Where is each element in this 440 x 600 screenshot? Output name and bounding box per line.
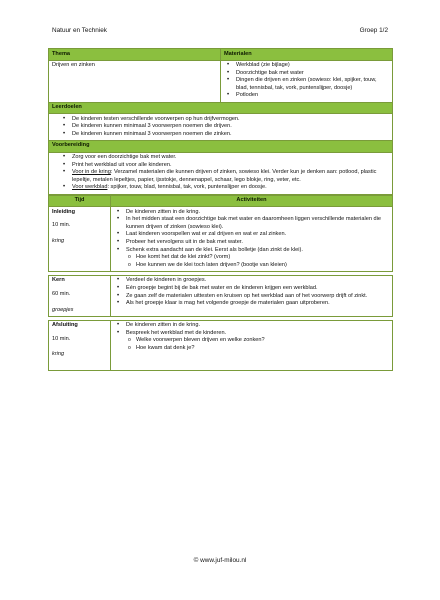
page-header	[52, 27, 388, 37]
kern-activities	[111, 275, 393, 316]
sub-list-item: o Welke voorwerpen bleven drijven en welke zonken?	[114, 337, 389, 345]
materialen-list	[224, 62, 389, 100]
inleiding-duration: 10 min.	[52, 222, 71, 229]
list-item: • De kinderen kunnen minimaal 3 voorwerpen noemen die zinken.	[60, 131, 389, 139]
voorbereiding-header: Voorbereiding	[49, 140, 393, 152]
inleiding-place: kring	[52, 237, 65, 244]
sub-list-item: o Hoe komt het dat de klei zinkt? (vorm)	[114, 254, 389, 262]
voorbereiding-cell	[49, 152, 393, 194]
list-item: • Als het groepje klaar is mag het volgende groepje de materialen gaan uitproberen.	[114, 300, 389, 308]
footer-copyright: © www.juf-milou.nl	[193, 557, 247, 564]
list-item: • Bespreek het werkblad met de kinderen.	[114, 330, 389, 338]
kern-time-cell	[49, 275, 111, 316]
list-item: • De kinderen zitten in de kring.	[114, 322, 389, 330]
list-item: • De kinderen kunnen minimaal 3 voorwerpen noemen die drijven.	[60, 123, 389, 131]
list-item: • Dingen die drijven en zinken (sowieso: klei, spijker, touw, blad, tennisbal, tak, vork, puntenslijper, doosje)	[224, 77, 389, 92]
inleiding-list	[114, 209, 389, 255]
list-item: • Ze gaan zelf de materialen uittesten en kruisen op het werkblad aan of het voorwerp drijft of zinkt.	[114, 293, 389, 301]
tijd-header: Tijd	[49, 195, 111, 207]
list-item: • Laat kinderen voorspellen wat er zal drijven en wat er zal zinken.	[114, 231, 389, 239]
werkblad-label: Voor werkblad	[72, 184, 108, 191]
thema-value: Drijven en zinken	[49, 60, 221, 102]
voorbereiding-list	[52, 154, 389, 192]
inleiding-activities	[111, 207, 393, 272]
kern-duration: 60 min.	[52, 290, 71, 297]
kring-text: : Verzamel materialen die kunnen drijven of zinken, sowieso klei. Verder kun je denken aan: potlood, plastic lepeltje, metalen lepeltjes, papier, ijsstokje, dennenappel, schaar, lego blokje, ring, veter, etc.	[72, 169, 377, 183]
afsluiting-activities	[111, 320, 393, 370]
list-item: • De kinderen testen verschillende voorwerpen op hun drijfvermogen.	[60, 116, 389, 124]
activiteiten-header: Activiteiten	[111, 195, 393, 207]
kern-list	[114, 277, 389, 307]
afsluiting-list	[114, 322, 389, 337]
thema-materialen-table	[48, 48, 393, 195]
list-item: • Doorzichtige bak met water	[224, 70, 389, 78]
thema-header: Thema	[49, 49, 221, 61]
leerdoelen-list	[52, 116, 389, 139]
list-item: • In het midden staat een doorzichtige bak met water en daaromheen liggen verschillende materialen die kunnen drijven of zinken (sowieso klei).	[114, 216, 389, 231]
list-item: • Eén groepje begint bij de bak met water en de kinderen krijgen een werkblad.	[114, 285, 389, 293]
materialen-cell	[221, 60, 393, 102]
sub-list-item: o Hoe kunnen we de klei toch laten drijven? (bootje van kleien)	[114, 262, 389, 270]
list-item: • Werkblad (zie bijlage)	[224, 62, 389, 70]
afsluiting-name: Afsluiting	[52, 322, 78, 329]
subject-title: Natuur en Techniek	[52, 27, 107, 34]
list-item: • De kinderen zitten in de kring.	[114, 209, 389, 217]
leerdoelen-header: Leerdoelen	[49, 102, 393, 114]
leerdoelen-cell	[49, 114, 393, 141]
list-item: • Schenk extra aandacht aan de klei. Eerst als bolletje (dan zinkt de klei).	[114, 247, 389, 255]
afsluiting-sublist	[114, 337, 389, 352]
list-item: • Potloden	[224, 92, 389, 100]
list-item	[60, 184, 389, 192]
materialen-header: Materialen	[221, 49, 393, 61]
group-label: Groep 1/2	[359, 27, 388, 34]
inleiding-sublist	[114, 254, 389, 269]
list-item: • Print het werkblad uit voor alle kinderen.	[60, 162, 389, 170]
afsluiting-time-cell	[49, 320, 111, 370]
werkblad-text: : spijker, touw, blad, tennisbal, tak, vork, puntenslijper en doosje.	[107, 184, 267, 191]
lesson-plan	[48, 48, 392, 371]
inleiding-name: Inleiding	[52, 208, 75, 215]
afsluiting-place: kring	[52, 351, 65, 358]
kern-name: Kern	[52, 277, 65, 284]
kring-label: Voor in de kring	[72, 169, 111, 176]
afsluiting-duration: 10 min.	[52, 335, 71, 342]
list-item: • Probeer het vervolgens uit in de bak met water.	[114, 239, 389, 247]
kern-place: groepjes	[52, 306, 74, 313]
list-item: • Verdeel de kinderen in groepjes.	[114, 277, 389, 285]
inleiding-time-cell	[49, 207, 111, 272]
list-item	[60, 169, 389, 184]
schedule-table	[48, 195, 393, 372]
list-item: • Zorg voor een doorzichtige bak met water.	[60, 154, 389, 162]
sub-list-item: o Hoe kwam dat denk je?	[114, 345, 389, 353]
